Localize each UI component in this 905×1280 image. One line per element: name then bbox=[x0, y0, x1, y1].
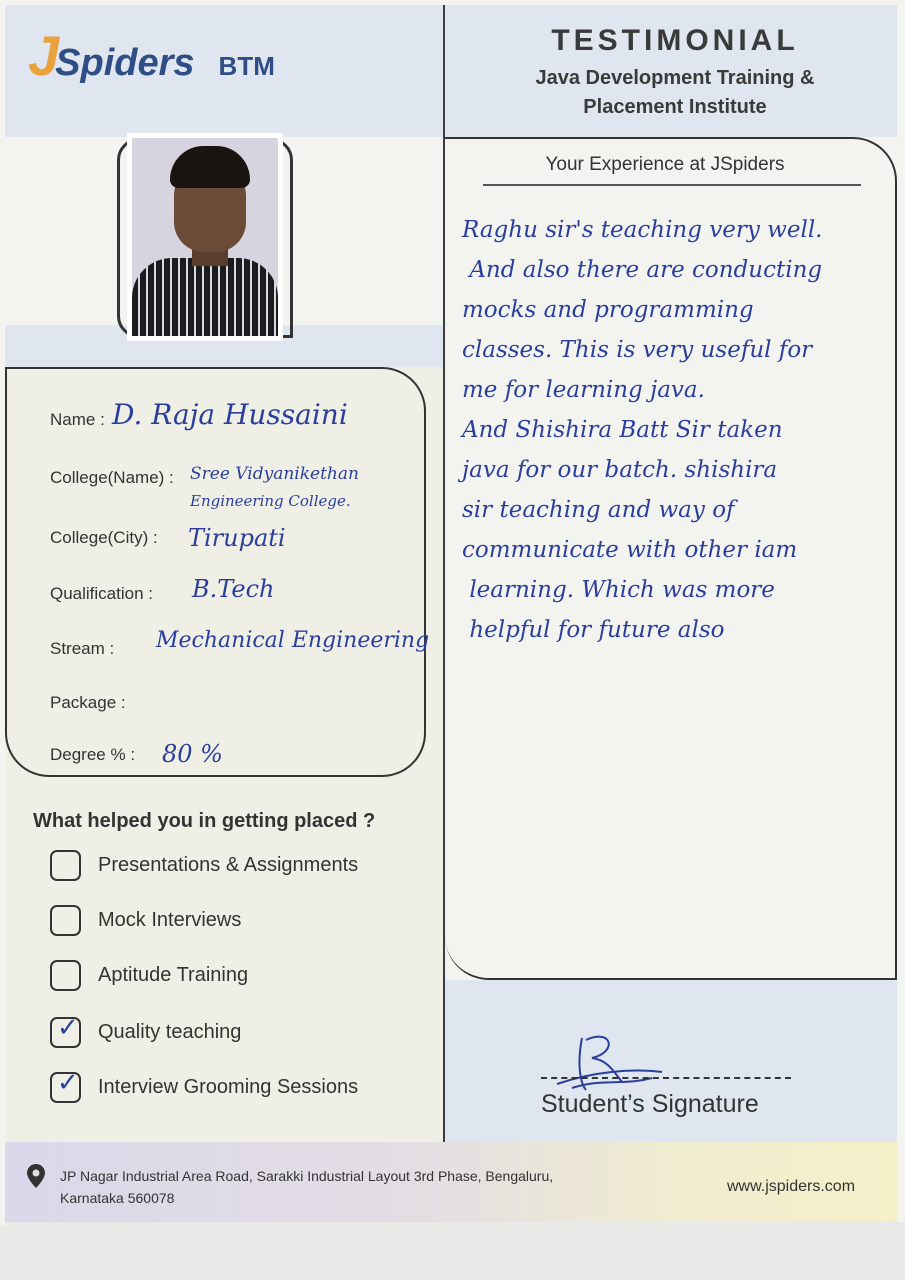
qualification-label: Qualification : bbox=[50, 584, 153, 603]
name-label: Name : bbox=[50, 410, 105, 429]
signature-label: Student’s Signature bbox=[541, 1090, 759, 1118]
college-name-label: College(Name) : bbox=[50, 468, 174, 487]
helped-question: What helped you in getting placed ? bbox=[33, 810, 376, 832]
checkbox-presentations[interactable] bbox=[50, 850, 81, 881]
option-interview-grooming[interactable] bbox=[50, 1068, 359, 1103]
subtitle-line-1: Java Development Training & bbox=[535, 67, 815, 89]
stream-label: Stream : bbox=[50, 639, 115, 658]
checkbox-interview-grooming[interactable] bbox=[50, 1068, 81, 1103]
page-subtitle bbox=[475, 64, 875, 122]
page-title: TESTIMONIAL bbox=[551, 24, 799, 57]
option-label: Mock Interviews bbox=[98, 909, 242, 931]
option-mock-interviews[interactable] bbox=[50, 905, 241, 936]
degree-label: Degree % : bbox=[50, 745, 136, 764]
footer-address bbox=[60, 1165, 620, 1209]
stream-value: Mechanical Engineering bbox=[156, 628, 430, 653]
student-photo bbox=[127, 133, 283, 341]
qualification-value: B.Tech bbox=[192, 575, 275, 603]
photo-hair bbox=[170, 146, 250, 188]
degree-value: 80 % bbox=[162, 740, 223, 768]
logo-text: Spiders bbox=[55, 42, 195, 84]
option-label: Aptitude Training bbox=[98, 964, 249, 986]
option-aptitude[interactable] bbox=[50, 960, 248, 991]
check-mark-icon: ✓ bbox=[57, 1068, 79, 1098]
experience-title-underline bbox=[483, 184, 861, 186]
option-label: Interview Grooming Sessions bbox=[98, 1076, 359, 1098]
package-label: Package : bbox=[50, 693, 126, 712]
checkbox-quality-teaching[interactable] bbox=[50, 1013, 81, 1048]
jspiders-logo bbox=[28, 24, 275, 87]
check-mark-icon: ✓ bbox=[57, 1013, 79, 1043]
checkbox-aptitude[interactable] bbox=[50, 960, 81, 991]
college-name-value-2: Engineering College. bbox=[190, 492, 351, 510]
option-label: Quality teaching bbox=[98, 1021, 242, 1043]
branch-label: BTM bbox=[218, 51, 275, 81]
logo-j: J bbox=[28, 24, 60, 87]
location-pin-icon bbox=[27, 1164, 45, 1188]
footer-website[interactable]: www.jspiders.com bbox=[727, 1178, 856, 1195]
experience-title: Your Experience at JSpiders bbox=[545, 154, 785, 175]
subtitle-line-2: Placement Institute bbox=[583, 96, 767, 118]
college-city-value: Tirupati bbox=[188, 524, 286, 552]
option-presentations[interactable] bbox=[50, 850, 358, 881]
page-margin bbox=[5, 1222, 905, 1280]
checkbox-mock-interviews[interactable] bbox=[50, 905, 81, 936]
college-city-label: College(City) : bbox=[50, 528, 158, 547]
address-line-2: Karnataka 560078 bbox=[60, 1190, 175, 1206]
option-quality-teaching[interactable] bbox=[50, 1013, 242, 1048]
address-line-1: JP Nagar Industrial Area Road, Sarakki Industrial Layout 3rd Phase, Bengaluru, bbox=[60, 1168, 554, 1184]
signature-scribble bbox=[552, 1028, 672, 1098]
college-name-value-1: Sree Vidyanikethan bbox=[190, 464, 359, 484]
option-label: Presentations & Assignments bbox=[98, 854, 359, 876]
name-value: D. Raja Hussaini bbox=[112, 398, 348, 431]
photo-shirt bbox=[132, 258, 278, 336]
experience-text: Raghu sir's teaching very well. And also there are conducting mocks and programming classes. This is very useful for me for learning java. And Shishira Batt Sir taken java for our batch. shishira sir teaching and way of communicate with other iam learning. Which was more helpful for future also bbox=[462, 217, 823, 643]
signature-line bbox=[541, 1077, 791, 1079]
